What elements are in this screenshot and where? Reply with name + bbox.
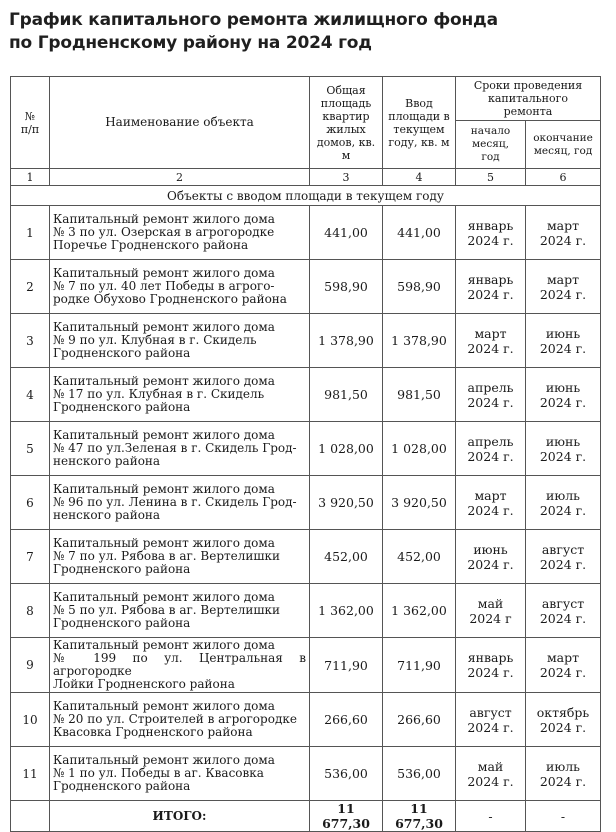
- start-date-line: январь: [467, 271, 514, 287]
- object-name-line: Капитальный ремонт жилого дома: [53, 266, 275, 280]
- row-number: 6: [11, 476, 50, 530]
- row-number: 3: [11, 314, 50, 368]
- column-number: 5: [456, 169, 526, 186]
- start-date: [456, 693, 526, 747]
- row-number: 10: [11, 693, 50, 747]
- end-date-line: 2024 г.: [539, 502, 587, 518]
- start-date-line: апрель: [467, 433, 514, 449]
- start-date-line: май: [477, 595, 504, 611]
- intro-area-value: 3 920,50: [383, 476, 456, 530]
- end-date-line: 2024 г.: [539, 773, 587, 789]
- row-number: 4: [11, 368, 50, 422]
- start-date: [456, 476, 526, 530]
- end-date-line: июль: [546, 758, 580, 774]
- header-terms: Сроки проведения капитального ремонта: [456, 77, 601, 121]
- object-name-line: № 3 по ул. Озерская в агрогородке: [53, 225, 275, 239]
- intro-area-value: 1 378,90: [383, 314, 456, 368]
- start-date-line: март: [474, 325, 507, 341]
- end-date: [526, 530, 601, 584]
- object-name-line: Квасовка Гродненского района: [53, 725, 253, 739]
- total-area-value: 1 028,00: [310, 422, 383, 476]
- page-title: [9, 9, 609, 55]
- table-row: [11, 584, 601, 638]
- page-title-line-2: по Гродненскому району на 2024 год: [9, 33, 372, 53]
- header-num-line-2: п/п: [20, 122, 40, 136]
- end-date: [526, 693, 601, 747]
- object-name-line: Капитальный ремонт жилого дома: [53, 482, 275, 496]
- end-date-line: март: [546, 217, 580, 233]
- start-date: [456, 638, 526, 693]
- object-name: [50, 422, 310, 476]
- start-date: [456, 314, 526, 368]
- object-name-line: № 199 по ул. Центральная в агрогородке: [53, 651, 306, 678]
- row-number: 8: [11, 584, 50, 638]
- column-number: 4: [383, 169, 456, 186]
- end-date-line: 2024 г.: [539, 286, 587, 302]
- column-number-row: [11, 169, 601, 186]
- intro-area-value: 536,00: [383, 747, 456, 801]
- start-date-line: май: [477, 758, 504, 774]
- start-date-line: июнь: [473, 541, 508, 557]
- object-name-line: Гродненского района: [53, 400, 191, 414]
- row-number: 7: [11, 530, 50, 584]
- object-name-line: ненского района: [53, 508, 161, 522]
- start-date: [456, 530, 526, 584]
- end-date-line: март: [546, 271, 580, 287]
- end-date-line: август: [541, 595, 585, 611]
- total-area-value: 452,00: [310, 530, 383, 584]
- end-date-line: 2024 г.: [539, 556, 587, 572]
- object-name: [50, 368, 310, 422]
- object-name-line: Гродненского района: [53, 779, 191, 793]
- column-number: 3: [310, 169, 383, 186]
- object-name: [50, 260, 310, 314]
- section-title: Объекты с вводом площади в текущем году: [11, 186, 601, 206]
- object-name: [50, 693, 310, 747]
- object-name: [50, 314, 310, 368]
- end-date: [526, 584, 601, 638]
- start-date: [456, 747, 526, 801]
- total-start: -: [456, 801, 526, 832]
- end-date: [526, 368, 601, 422]
- end-date-line: 2024 г.: [539, 232, 587, 248]
- end-date: [526, 260, 601, 314]
- object-name: [50, 206, 310, 260]
- table-row: [11, 693, 601, 747]
- start-date: [456, 422, 526, 476]
- total-area-value: 598,90: [310, 260, 383, 314]
- intro-area-value: 1 028,00: [383, 422, 456, 476]
- start-date: [456, 584, 526, 638]
- end-date-line: 2024 г.: [539, 719, 587, 735]
- object-name-line: № 1 по ул. Победы в аг. Квасовка: [53, 766, 264, 780]
- end-date-line: 2024 г.: [539, 340, 587, 356]
- object-name-line: № 7 по ул. Рябова в аг. Вертелишки: [53, 549, 281, 563]
- object-name-line: Капитальный ремонт жилого дома: [53, 374, 275, 388]
- start-date: [456, 206, 526, 260]
- table-row: [11, 530, 601, 584]
- object-name-line: Капитальный ремонт жилого дома: [53, 212, 275, 226]
- end-date-line: июнь: [545, 325, 581, 341]
- intro-area-value: 266,60: [383, 693, 456, 747]
- start-date-line: август: [469, 704, 512, 720]
- end-date-line: 2024 г.: [539, 665, 587, 680]
- end-date-line: июнь: [545, 379, 581, 395]
- page-title-line-1: График капитального ремонта жилищного фонда: [9, 10, 498, 30]
- object-name-line: № 9 по ул. Клубная в г. Скидель: [53, 333, 257, 347]
- start-date-line: 2024 г.: [467, 556, 514, 572]
- row-number: 2: [11, 260, 50, 314]
- object-name-line: Капитальный ремонт жилого дома: [53, 753, 275, 767]
- object-name-line: № 20 по ул. Строителей в агрогородке: [53, 712, 297, 726]
- intro-area-value: 981,50: [383, 368, 456, 422]
- total-area-value: 1 378,90: [310, 314, 383, 368]
- start-date-line: 2024 г.: [467, 340, 514, 356]
- end-date-line: 2024 г.: [539, 448, 587, 464]
- end-date: [526, 476, 601, 530]
- end-date-line: март: [546, 650, 580, 665]
- total-area-value: 536,00: [310, 747, 383, 801]
- object-name-line: № 7 по ул. 40 лет Победы в агрого-: [53, 279, 275, 293]
- start-date-line: 2024 г.: [467, 719, 514, 735]
- header-intro: Ввод площади в текущем году, кв. м: [383, 77, 456, 169]
- total-end: -: [526, 801, 601, 832]
- repair-schedule-table: [10, 76, 601, 832]
- start-date-line: 2024 г.: [467, 286, 514, 302]
- intro-area-value: 711,90: [383, 638, 456, 693]
- intro-area-value: 598,90: [383, 260, 456, 314]
- object-name: [50, 476, 310, 530]
- column-number: 6: [526, 169, 601, 186]
- object-name-line: родке Обухово Гродненского района: [53, 292, 287, 306]
- total-area-value: 1 362,00: [310, 584, 383, 638]
- total-area-value: 266,60: [310, 693, 383, 747]
- object-name-line: Поречье Гродненского района: [53, 238, 249, 252]
- end-date-line: 2024 г.: [539, 394, 587, 410]
- object-name-line: Капитальный ремонт жилого дома: [53, 638, 275, 652]
- object-name-line: Лойки Гродненского района: [53, 677, 235, 691]
- object-name-line: № 17 по ул. Клубная в г. Скидель: [53, 387, 265, 401]
- table-row: [11, 368, 601, 422]
- start-date-line: апрель: [467, 379, 514, 395]
- object-name-line: Капитальный ремонт жилого дома: [53, 320, 275, 334]
- column-number: 2: [50, 169, 310, 186]
- header-area: Общая площадь квартир жилых домов, кв. м: [310, 77, 383, 169]
- total-area-value: 3 920,50: [310, 476, 383, 530]
- total-area-value: 981,50: [310, 368, 383, 422]
- object-name-line: Капитальный ремонт жилого дома: [53, 536, 275, 550]
- start-date-line: 2024 г.: [467, 394, 514, 410]
- end-date: [526, 314, 601, 368]
- object-name-line: № 96 по ул. Ленина в г. Скидель Грод-: [53, 495, 297, 509]
- header-num: [11, 77, 50, 169]
- header-row-top: [11, 77, 601, 121]
- object-name: [50, 638, 310, 693]
- column-number: 1: [11, 169, 50, 186]
- end-date: [526, 206, 601, 260]
- table-row: [11, 314, 601, 368]
- end-date-line: июль: [546, 487, 580, 503]
- object-name-line: № 47 по ул.Зеленая в г. Скидель Грод-: [53, 441, 297, 455]
- object-name-line: Гродненского района: [53, 562, 191, 576]
- object-name-line: № 5 по ул. Рябова в аг. Вертелишки: [53, 603, 281, 617]
- total-intro: 11 677,30: [383, 801, 456, 832]
- table-row: [11, 422, 601, 476]
- total-row: [11, 801, 601, 832]
- start-date-line: 2024 г.: [467, 773, 514, 789]
- total-area-value: 441,00: [310, 206, 383, 260]
- row-number: 5: [11, 422, 50, 476]
- start-date-line: март: [474, 487, 507, 503]
- end-date-line: 2024 г.: [539, 610, 587, 626]
- start-date-line: 2024 г.: [467, 502, 514, 518]
- start-date-line: 2024 г.: [467, 448, 514, 464]
- row-number: 11: [11, 747, 50, 801]
- header-end: окончание месяц, год: [526, 121, 601, 169]
- object-name-line: Капитальный ремонт жилого дома: [53, 428, 275, 442]
- header-start: начало месяц, год: [456, 121, 526, 169]
- end-date-line: август: [541, 541, 585, 557]
- table-row: [11, 260, 601, 314]
- end-date: [526, 638, 601, 693]
- total-area: 11 677,30: [310, 801, 383, 832]
- intro-area-value: 441,00: [383, 206, 456, 260]
- start-date-line: январь: [467, 217, 514, 233]
- end-date: [526, 422, 601, 476]
- table-row: [11, 476, 601, 530]
- start-date: [456, 260, 526, 314]
- object-name-line: Гродненского района: [53, 616, 191, 630]
- intro-area-value: 452,00: [383, 530, 456, 584]
- object-name-line: ненского района: [53, 454, 161, 468]
- start-date-line: январь: [467, 650, 514, 665]
- end-date-line: октябрь: [536, 704, 590, 720]
- start-date-line: 2024 г: [469, 610, 512, 626]
- total-area-value: 711,90: [310, 638, 383, 693]
- object-name-line: Гродненского района: [53, 346, 191, 360]
- table-row: [11, 638, 601, 693]
- row-number: 1: [11, 206, 50, 260]
- section-row: [11, 186, 601, 206]
- table-row: [11, 206, 601, 260]
- end-date: [526, 747, 601, 801]
- intro-area-value: 1 362,00: [383, 584, 456, 638]
- object-name: [50, 584, 310, 638]
- object-name: [50, 747, 310, 801]
- header-num-line-1: №: [24, 109, 36, 123]
- object-name-line: Капитальный ремонт жилого дома: [53, 590, 275, 604]
- total-empty-cell: [11, 801, 50, 832]
- end-date-line: июнь: [545, 433, 581, 449]
- object-name-line: Капитальный ремонт жилого дома: [53, 699, 275, 713]
- start-date: [456, 368, 526, 422]
- table-row: [11, 747, 601, 801]
- object-name: [50, 530, 310, 584]
- start-date-line: 2024 г.: [467, 665, 514, 680]
- total-label: ИТОГО:: [50, 801, 310, 832]
- header-name: Наименование объекта: [50, 77, 310, 169]
- row-number: 9: [11, 638, 50, 693]
- start-date-line: 2024 г.: [467, 232, 514, 248]
